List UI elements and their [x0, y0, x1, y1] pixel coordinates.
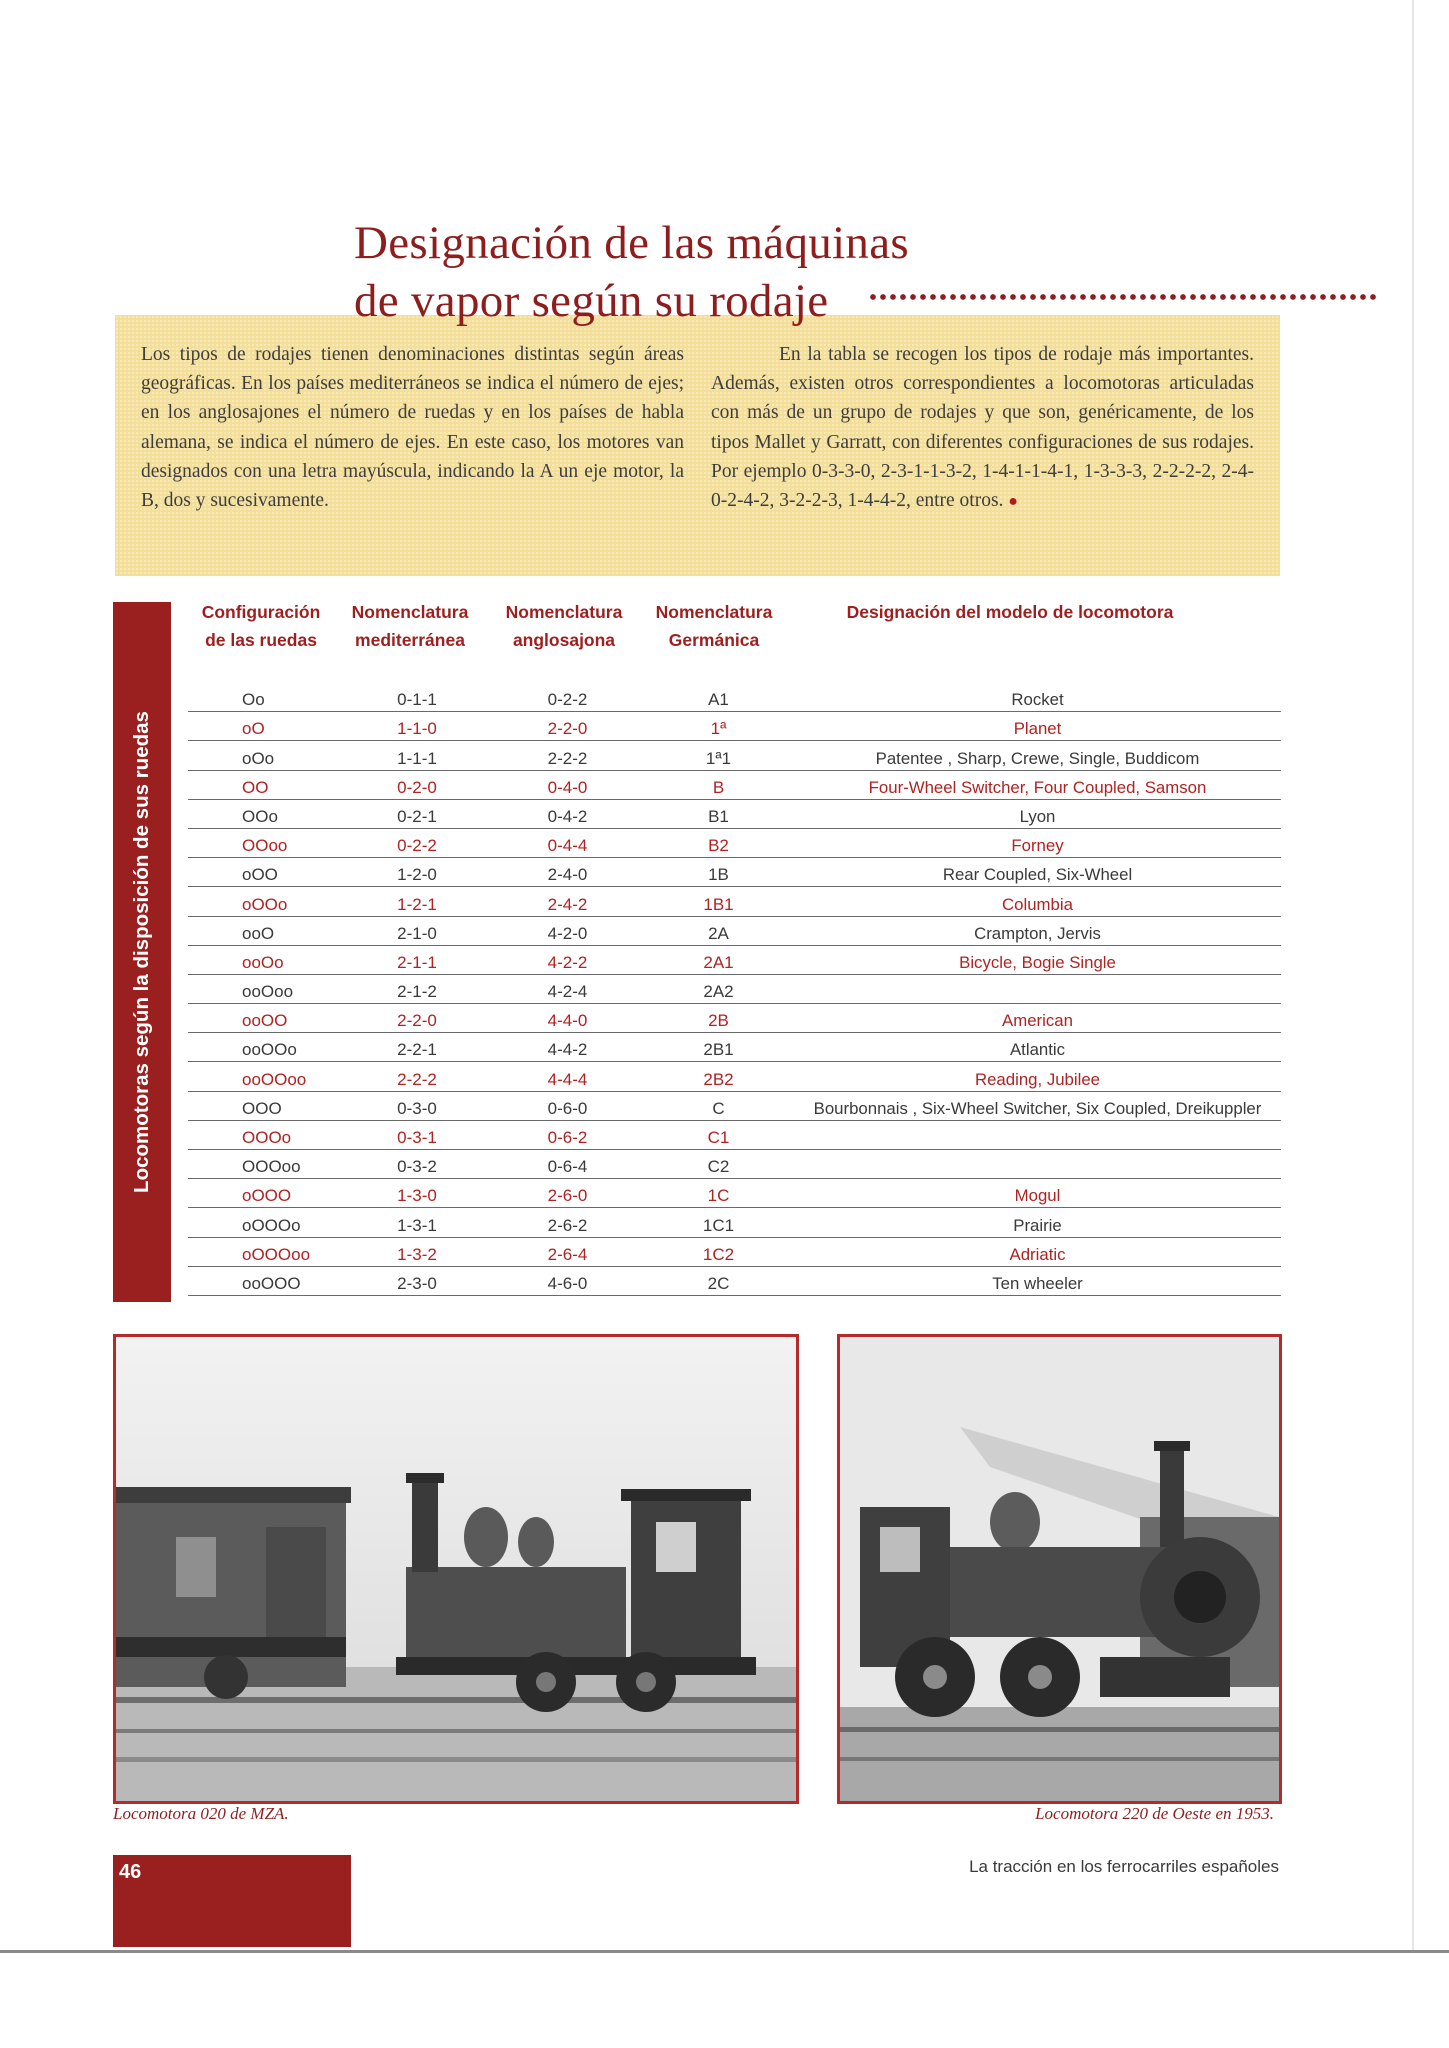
cell-designacion: Bourbonnais , Six-Wheel Switcher, Six Coupled, Dreikuppler	[794, 1091, 1281, 1120]
intro-right-column	[711, 340, 1254, 516]
cell-configuracion: oOOO	[188, 1179, 342, 1208]
cell-configuracion: oO	[188, 712, 342, 741]
locomotive-020-image	[116, 1337, 796, 1801]
cell-configuracion: ooOoo	[188, 974, 342, 1003]
column-header-germanica	[634, 598, 794, 654]
cell-anglosajona: 4-4-0	[492, 1004, 643, 1033]
photo-locomotora-220	[837, 1334, 1282, 1804]
cell-anglosajona: 2-2-2	[492, 741, 643, 770]
table-row	[188, 887, 1281, 916]
caption-left: Locomotora 020 de MZA.	[113, 1804, 289, 1823]
cell-designacion: Atlantic	[794, 1033, 1281, 1062]
cell-anglosajona: 2-2-0	[492, 712, 643, 741]
caption-right: Locomotora 220 de Oeste en 1953.	[1035, 1804, 1274, 1823]
cell-mediterranea: 0-3-1	[342, 1120, 492, 1149]
cell-germanica: C2	[643, 1150, 794, 1179]
cell-configuracion: oOO	[188, 858, 342, 887]
cell-configuracion: OOOoo	[188, 1150, 342, 1179]
cell-designacion: Planet	[794, 712, 1281, 741]
cell-mediterranea: 1-3-1	[342, 1208, 492, 1237]
cell-configuracion: Oo	[188, 683, 342, 712]
table-row	[188, 916, 1281, 945]
column-header-configuracion	[176, 598, 346, 654]
page-number-tab	[113, 1855, 351, 1947]
cell-configuracion: oOo	[188, 741, 342, 770]
cell-germanica: 2B	[643, 1004, 794, 1033]
cell-germanica: B2	[643, 828, 794, 857]
column-header-line: Germánica	[668, 630, 760, 650]
page-title-line-2: de vapor según su rodaje	[354, 275, 829, 327]
table-row	[188, 1120, 1281, 1149]
intro-right-text: En la tabla se recogen los tipos de rodaje más importantes. Además, existen otros correspondientes a locomotoras articuladas con más de un grupo de rodajes y que son, genéricamente, de los tipos Mallet y Garratt, con diferentes configuraciones de sus rodajes. Por ejemplo 0-3-3-0, 2-3-1-1-3-2, 1-4-1-1-4-1, 1-3-3-3, 2-2-2-2, 2-4-0-2-4-2, 3-2-2-3, 1-4-4-2, entre otros.	[711, 344, 1254, 512]
cell-germanica: C	[643, 1091, 794, 1120]
cell-germanica: 2A	[643, 916, 794, 945]
cell-mediterranea: 0-3-0	[342, 1091, 492, 1120]
cell-germanica: 2C	[643, 1266, 794, 1295]
title-dotted-rule	[868, 292, 1380, 302]
wheel-arrangement-table	[188, 683, 1281, 1296]
cell-configuracion: ooOO	[188, 1004, 342, 1033]
cell-mediterranea: 2-1-1	[342, 945, 492, 974]
page-number: 46	[119, 1861, 142, 1883]
table-row	[188, 858, 1281, 887]
cell-configuracion: OOoo	[188, 828, 342, 857]
cell-anglosajona: 4-6-0	[492, 1266, 643, 1295]
cell-germanica: 1ª	[643, 712, 794, 741]
side-label: Locomotoras según la disposición de sus ruedas	[130, 711, 153, 1193]
cell-mediterranea: 2-3-0	[342, 1266, 492, 1295]
cell-configuracion: OOOo	[188, 1120, 342, 1149]
cell-designacion: Ten wheeler	[794, 1266, 1281, 1295]
cell-germanica: 1B	[643, 858, 794, 887]
cell-germanica: 1C2	[643, 1237, 794, 1266]
cell-mediterranea: 0-2-0	[342, 770, 492, 799]
cell-mediterranea: 1-1-0	[342, 712, 492, 741]
cell-anglosajona: 4-2-4	[492, 974, 643, 1003]
cell-designacion	[794, 1150, 1281, 1179]
cell-germanica: C1	[643, 1120, 794, 1149]
cell-germanica: 1ª1	[643, 741, 794, 770]
cell-designacion	[794, 1120, 1281, 1149]
cell-mediterranea: 1-3-0	[342, 1179, 492, 1208]
cell-mediterranea: 2-1-0	[342, 916, 492, 945]
table-row	[188, 945, 1281, 974]
cell-anglosajona: 2-4-0	[492, 858, 643, 887]
cell-designacion: Columbia	[794, 887, 1281, 916]
cell-designacion: Rocket	[794, 683, 1281, 712]
table-row	[188, 741, 1281, 770]
column-header-line: Nomenclatura	[505, 602, 623, 622]
cell-germanica: 1C	[643, 1179, 794, 1208]
cell-anglosajona: 4-4-4	[492, 1062, 643, 1091]
cell-anglosajona: 2-4-2	[492, 887, 643, 916]
cell-anglosajona: 4-2-0	[492, 916, 643, 945]
cell-designacion: Bicycle, Bogie Single	[794, 945, 1281, 974]
cell-mediterranea: 1-2-0	[342, 858, 492, 887]
cell-configuracion: oOOOoo	[188, 1237, 342, 1266]
cell-mediterranea: 1-2-1	[342, 887, 492, 916]
cell-configuracion: ooOOoo	[188, 1062, 342, 1091]
cell-anglosajona: 4-2-2	[492, 945, 643, 974]
cell-configuracion: oOOo	[188, 887, 342, 916]
table-row	[188, 974, 1281, 1003]
cell-mediterranea: 2-1-2	[342, 974, 492, 1003]
table-row	[188, 1033, 1281, 1062]
column-header-anglosajona	[484, 598, 644, 654]
running-footer: La tracción en los ferrocarriles españoles	[969, 1857, 1279, 1876]
photo-locomotora-020	[113, 1334, 799, 1804]
cell-designacion: Patentee , Sharp, Crewe, Single, Buddicom	[794, 741, 1281, 770]
locomotive-220-image	[840, 1337, 1279, 1801]
page-title-line-1: Designación de las máquinas	[354, 217, 909, 269]
cell-mediterranea: 0-2-1	[342, 799, 492, 828]
cell-germanica: 2A2	[643, 974, 794, 1003]
table-row	[188, 799, 1281, 828]
cell-germanica: 1C1	[643, 1208, 794, 1237]
cell-designacion: Rear Coupled, Six-Wheel	[794, 858, 1281, 887]
column-header-line: Nomenclatura	[351, 602, 469, 622]
cell-anglosajona: 4-4-2	[492, 1033, 643, 1062]
cell-configuracion: ooOOO	[188, 1266, 342, 1295]
table-row	[188, 1266, 1281, 1295]
cell-designacion: Reading, Jubilee	[794, 1062, 1281, 1091]
cell-anglosajona: 2-6-2	[492, 1208, 643, 1237]
cell-designacion: American	[794, 1004, 1281, 1033]
column-header-line: anglosajona	[512, 630, 616, 650]
cell-designacion: Crampton, Jervis	[794, 916, 1281, 945]
end-mark-icon: ●	[1008, 493, 1018, 511]
cell-germanica: B	[643, 770, 794, 799]
cell-mediterranea: 1-1-1	[342, 741, 492, 770]
cell-germanica: B1	[643, 799, 794, 828]
cell-mediterranea: 0-1-1	[342, 683, 492, 712]
table-row	[188, 1150, 1281, 1179]
cell-mediterranea: 1-3-2	[342, 1237, 492, 1266]
column-header-line: de las ruedas	[205, 630, 317, 650]
cell-mediterranea: 0-3-2	[342, 1150, 492, 1179]
cell-configuracion: oOOOo	[188, 1208, 342, 1237]
column-header-line: Designación del modelo de locomotora	[846, 602, 1174, 622]
cell-anglosajona: 2-6-4	[492, 1237, 643, 1266]
table-row	[188, 1208, 1281, 1237]
cell-anglosajona: 0-4-0	[492, 770, 643, 799]
table-row	[188, 828, 1281, 857]
cell-anglosajona: 2-6-0	[492, 1179, 643, 1208]
column-header-designacion	[780, 598, 1240, 626]
cell-mediterranea: 2-2-1	[342, 1033, 492, 1062]
table-row	[188, 683, 1281, 712]
cell-germanica: 2A1	[643, 945, 794, 974]
cell-designacion: Prairie	[794, 1208, 1281, 1237]
table-row	[188, 712, 1281, 741]
cell-configuracion: OOO	[188, 1091, 342, 1120]
cell-anglosajona: 0-6-0	[492, 1091, 643, 1120]
cell-configuracion: OOo	[188, 799, 342, 828]
table-row	[188, 770, 1281, 799]
cell-germanica: A1	[643, 683, 794, 712]
cell-mediterranea: 0-2-2	[342, 828, 492, 857]
cell-designacion: Adriatic	[794, 1237, 1281, 1266]
cell-mediterranea: 2-2-0	[342, 1004, 492, 1033]
table-row	[188, 1179, 1281, 1208]
cell-configuracion: OO	[188, 770, 342, 799]
cell-germanica: 1B1	[643, 887, 794, 916]
cell-germanica: 2B1	[643, 1033, 794, 1062]
cell-designacion: Four-Wheel Switcher, Four Coupled, Samson	[794, 770, 1281, 799]
page-title	[354, 214, 909, 330]
bottom-rule	[0, 1950, 1449, 1953]
cell-anglosajona: 0-6-2	[492, 1120, 643, 1149]
cell-mediterranea: 2-2-2	[342, 1062, 492, 1091]
cell-configuracion: ooO	[188, 916, 342, 945]
cell-designacion	[794, 974, 1281, 1003]
table-body	[188, 683, 1281, 1295]
page-edge	[1412, 0, 1414, 1950]
table-row	[188, 1091, 1281, 1120]
column-header-line: Configuración	[201, 602, 321, 622]
cell-configuracion: ooOo	[188, 945, 342, 974]
cell-anglosajona: 0-2-2	[492, 683, 643, 712]
cell-designacion: Mogul	[794, 1179, 1281, 1208]
cell-germanica: 2B2	[643, 1062, 794, 1091]
column-header-line: mediterránea	[355, 630, 465, 650]
cell-configuracion: ooOOo	[188, 1033, 342, 1062]
cell-anglosajona: 0-4-4	[492, 828, 643, 857]
column-header-line: Nomenclatura	[655, 602, 773, 622]
intro-left-column: Los tipos de rodajes tienen denominaciones distintas según áreas geográficas. En los países mediterráneos se indica el número de ejes; en los anglosajones el número de ruedas y en los países de habla alemana, se indica el número de ejes. En este caso, los motores van designados con una letra mayúscula, indicando la A un eje motor, la B, dos y sucesivamente.	[141, 344, 684, 512]
table-row	[188, 1004, 1281, 1033]
table-row	[188, 1062, 1281, 1091]
column-header-mediterranea	[330, 598, 490, 654]
cell-anglosajona: 0-6-4	[492, 1150, 643, 1179]
cell-anglosajona: 0-4-2	[492, 799, 643, 828]
cell-designacion: Lyon	[794, 799, 1281, 828]
cell-designacion: Forney	[794, 828, 1281, 857]
table-row	[188, 1237, 1281, 1266]
